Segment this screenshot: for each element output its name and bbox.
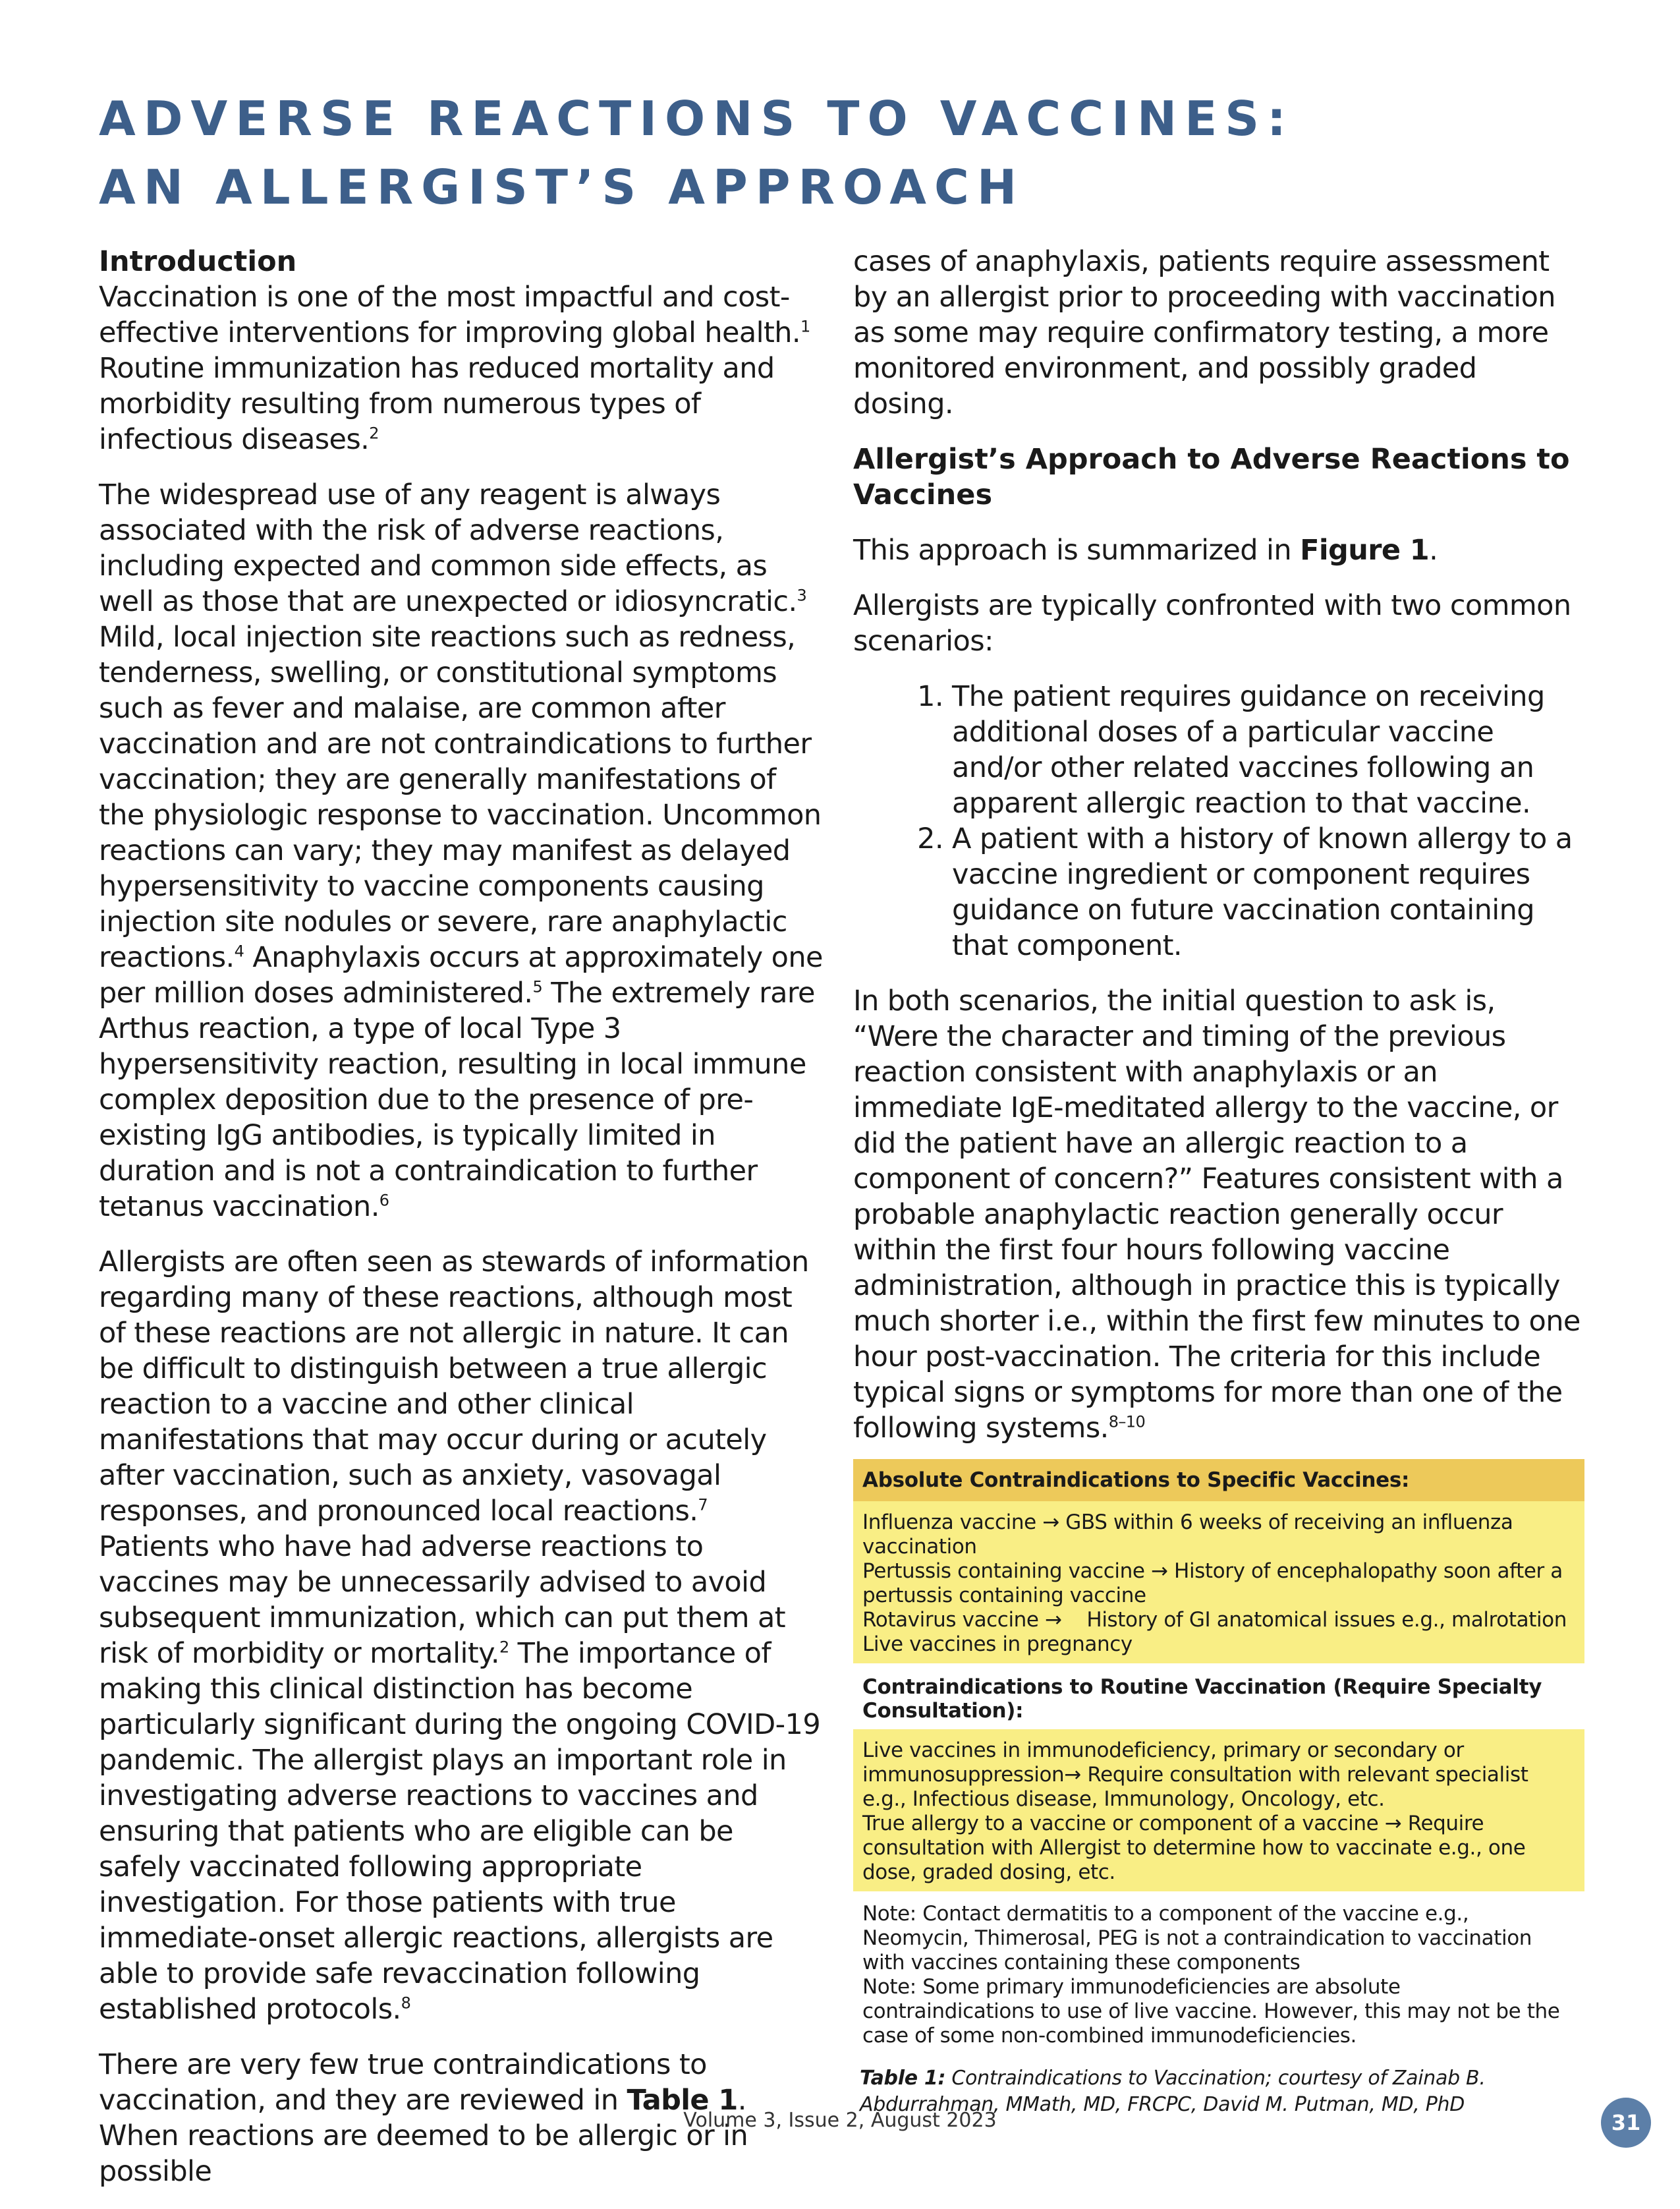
text: Routine immunization has reduced mortality and morbidity resulting from numerous types of infectious diseases. [99,352,775,456]
table-row: Live vaccines in pregnancy [862,1632,1133,1656]
citation: 7 [698,1495,708,1514]
intro-paragraph-2 [99,477,824,1224]
table-header-routine: Contraindications to Routine Vaccination (Require Specialty Consultation): [853,1663,1584,1729]
text: The importance of making this clinical distinction has become particularly significant during the ongoing COVID-19 pandemic. The allergist plays an important role in investigating adverse reactions to vaccines and ensuring that patients who are eligible can be safely vaccinated following appropriate investigation. For those patients with true immediate-onset allergic reactions, allergists are able to provide safe revaccination following established protocols. [99,1637,821,2026]
text: Mild, local injection site reactions such as redness, tenderness, swelling, or constitutional symptoms such as fever and malaise, are common after vaccination and are not contraindications to further vaccination; they are generally manifestations of the physiologic response to vaccination. Uncommon reactions can vary; they may manifest as delayed hypersensitivity to vaccine components causing injection site nodules or severe, rare anaphylactic reactions. [99,621,822,974]
intro-paragraph-3 [99,1244,824,2027]
citation: 2 [369,424,379,443]
intro-paragraph-1 [99,279,824,457]
table-row: Pertussis containing vaccine → History of encephalopathy soon after a pertussis containing vaccine [862,1559,1563,1607]
right-column [853,244,1584,2118]
text: . [1429,534,1438,567]
citation: 3 [797,586,807,605]
table-reference: Table 1 [627,2084,738,2117]
text: In both scenarios, the initial question to ask is, “Were the character and timing of the previous reaction consistent with anaphylaxis or an immediate IgE-meditated allergy to the vaccine, or did the patient have an allergic reaction to a component of concern?” Features consistent with a probable anaphylactic reaction generally occur within the first four hours following vaccine administration, although in practice this is typically much shorter i.e., within the first few minutes to one hour post-vaccination. The criteria for this include typical signs or symptoms for more than one of the following systems. [853,985,1581,1445]
text: Vaccination is one of the most impactful and cost-effective interventions for improving global health. [99,281,800,349]
text: Patients who have had adverse reactions to vaccines may be unnecessarily advised to avoid subsequent immunization, which can put them at risk of morbidity or mortality. [99,1530,786,1670]
table-note: Note: Contact dermatitis to a component of the vaccine e.g., Neomycin, Thimerosal, PEG is not a contraindication to vaccination with vaccines containing these components [862,1902,1532,1974]
question-paragraph [853,983,1584,1446]
list-item: 2. A patient with a history of known allergy to a vaccine ingredient or component requires guidance on future vaccination containing that component. [952,821,1584,963]
table-header-absolute: Absolute Contraindications to Specific Vaccines: [853,1459,1584,1501]
text: . When reactions are deemed to be allergic or in possible [99,2084,748,2188]
left-column [99,244,824,2209]
text: There are very few true contraindications to vaccination, and they are reviewed in [99,2048,707,2117]
text: Allergists are often seen as stewards of information regarding many of these reactions, although most of these reactions are not allergic in nature. It can be difficult to distinguish between a true allergic reaction to a vaccine and other clinical manifestations that may occur during or acutely after vaccination, such as anxiety, vasovagal responses, and pronounced local reactions. [99,1246,809,1528]
table-row: Influenza vaccine → GBS within 6 weeks of receiving an influenza vaccination [862,1510,1513,1559]
footer-issue: Volume 3, Issue 2, August 2023 [683,2109,997,2132]
scenarios-paragraph: Allergists are typically confronted with two common scenarios: [853,589,1571,658]
figure-reference: Figure 1 [1300,534,1430,567]
table-row: Rotavirus vaccine → History of GI anatomical issues e.g., malrotation [862,1608,1567,1632]
article-title [99,84,1294,221]
caption-text: Contraindications to Vaccination; courtesy of Zainab B. Abdurrahman, MMath, MD, FRCPC, David M. Putman, MD, PhD [860,2067,1486,2116]
text: Anaphylaxis occurs at approximately one per million doses administered. [99,941,823,1010]
title-line-1: ADVERSE REACTIONS TO VACCINES: [99,91,1294,146]
citation: 4 [234,942,244,961]
table-body-absolute [853,1501,1584,1663]
text: The widespread use of any reagent is always associated with the risk of adverse reactions, including expected and common side effects, as well as those that are unexpected or idiosyncratic. [99,478,797,618]
page-number-badge: 31 [1601,2098,1651,2148]
section-heading: Allergist’s Approach to Adverse Reactions to Vaccines [853,443,1570,511]
table-row: True allergy to a vaccine or component of a vaccine → Require consultation with Allergist to determine how to vaccinate e.g., one dose, graded dosing, etc. [862,1812,1526,1884]
citation: 1 [800,317,810,336]
citation: 5 [532,977,543,996]
table-note: Note: Some primary immunodeficiencies are absolute contraindications to use of live vaccine. However, this may not be the case of some non-combined immunodeficiencies. [862,1975,1560,2048]
contraindications-table [853,1459,1584,2118]
continued-paragraph: cases of anaphylaxis, patients require assessment by an allergist prior to proceeding with vaccination as some may require confirmatory testing, a more monitored environment, and possibly graded dosing. [853,245,1555,420]
citation: 6 [379,1191,389,1210]
intro-heading: Introduction [99,245,297,278]
title-line-2: AN ALLERGIST’S APPROACH [99,159,1025,215]
text: The extremely rare Arthus reaction, a type of local Type 3 hypersensitivity reaction, resulting in local immune complex deposition due to the presence of pre-existing IgG antibodies, is typically limited in duration and is not a contraindication to further tetanus vaccination. [99,977,815,1223]
table-row: Live vaccines in immunodeficiency, primary or secondary or immunosuppression→ Require consultation with relevant specialist e.g., Infectious disease, Immunology, Oncology, etc. [862,1738,1528,1811]
caption-label: Table 1: [860,2067,946,2090]
scenario-list [853,679,1584,963]
table-caption [853,2048,1584,2118]
citation: 8 [401,1994,411,2013]
approach-paragraph [853,532,1584,568]
table-notes [853,1891,1584,2048]
list-item: 1. The patient requires guidance on receiving additional doses of a particular vaccine and/or other related vaccines following an apparent allergic reaction to that vaccine. [952,679,1584,821]
citation: 8–10 [1108,1412,1146,1431]
citation: 2 [499,1638,509,1657]
table-body-routine [853,1729,1584,1891]
text: This approach is summarized in [853,534,1301,567]
